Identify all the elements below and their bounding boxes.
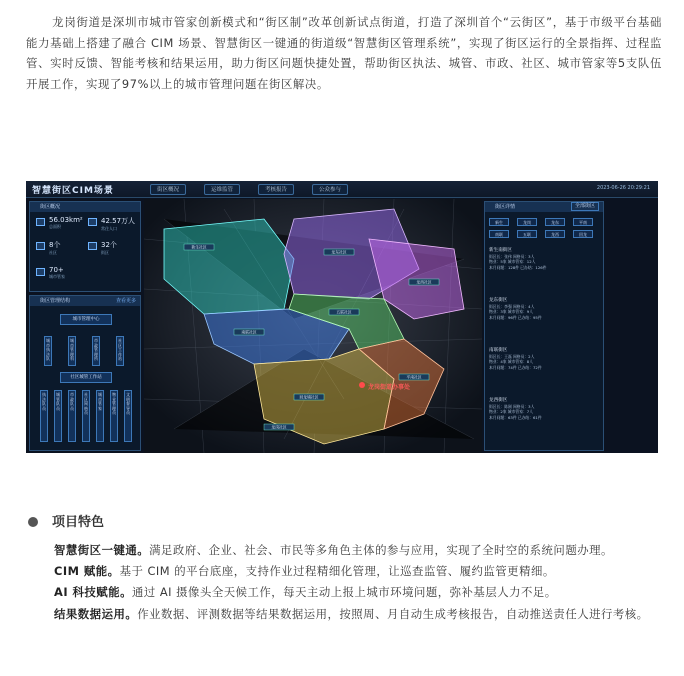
area-icon	[36, 218, 45, 226]
dashboard-tab-report: 考核报告	[258, 184, 294, 195]
district-button: 龙岗	[517, 218, 537, 226]
feature-title: CIM 赋能。	[54, 564, 120, 579]
org-dept-box: 市政管理所	[92, 336, 100, 366]
map-label-district: 龙西社区	[416, 279, 432, 285]
org-unit-box: 城市管家	[96, 390, 104, 442]
map-label-district: 龙岗社区	[271, 424, 287, 430]
district-entry: 龙东街区 街区长：李强 网格员：4人 物业：3家 城市管家：9人 本月问题：96件 已办结：95件	[489, 298, 542, 320]
population-icon	[88, 218, 97, 226]
org-workstation-box: 社区城管工作站	[60, 372, 112, 383]
dashboard-clock: 2023-06-26 20:29:21	[596, 185, 650, 191]
district-button: 回龙	[573, 230, 593, 238]
feature-title: 智慧街区一键通。	[54, 543, 150, 557]
stat-community: 8个 社区	[49, 241, 61, 255]
district-button: 新生	[489, 218, 509, 226]
marker-pin-icon	[359, 382, 365, 388]
stat-area: 56.03km² 总面积	[49, 216, 83, 229]
district-entry: 龙西街区 街区长：陈刚 网格员：3人 物业：2家 城市管家：7人 本月问题：63件 已办结：61件	[489, 398, 542, 420]
overview-panel	[29, 201, 141, 292]
org-unit-box: 城管队员	[54, 390, 62, 442]
feature-item	[26, 540, 662, 561]
feature-title: AI 科技赋能。	[54, 585, 132, 600]
feature-item	[26, 561, 662, 582]
dashboard-title: 智慧街区CIM场景	[32, 186, 114, 196]
org-unit-box: 物业管理员	[110, 390, 118, 442]
org-dept-box: 城市管理科	[68, 336, 76, 366]
feature-title: 结果数据运用。	[54, 606, 138, 621]
district-button: 五联	[517, 230, 537, 238]
dashboard-tab-overview: 街区概况	[150, 184, 186, 195]
org-panel-title: 街区管理结构 查看更多	[30, 296, 140, 306]
feature-text: 通过 AI 摄像头全天候工作，每天主动上报上城市环境问题，弥补基层人力不足。	[131, 585, 557, 600]
feature-text: 基于 CIM 的平台底座，支持作业过程精细化管理，让巡查监管、履约监管更精细。	[119, 564, 555, 579]
steward-icon	[36, 268, 45, 276]
district-button: 平南	[573, 218, 593, 226]
map-label-district: 新生社区	[191, 244, 207, 250]
district-button: 南联	[489, 230, 509, 238]
dashboard-header	[26, 181, 658, 198]
overview-panel-title: 街区概况	[30, 202, 140, 212]
map-label-district: 龙东社区	[331, 249, 347, 255]
details-filter: 全部街区	[571, 202, 599, 211]
district-button: 龙西	[545, 230, 565, 238]
feature-item	[26, 582, 662, 603]
bullet-dot-icon	[28, 517, 38, 527]
org-more-link: 查看更多	[115, 298, 136, 304]
marker-label: 龙岗街道办事处	[368, 384, 411, 391]
org-dept-box: 社区工作站	[116, 336, 124, 366]
org-dept-box: 城市执法队	[44, 336, 52, 366]
org-panel	[29, 295, 141, 451]
map-label-district: 回龙埔社区	[299, 394, 319, 400]
org-unit-box: 文明督导员	[124, 390, 132, 442]
intro-paragraph	[26, 12, 662, 94]
district-entry: 新生南街区 街区长：张伟 网格员：3人 物业：5家 城市管家：12人 本月问题：128件 已办结：126件	[489, 248, 547, 270]
feature-item	[26, 604, 662, 625]
district-entry: 南联街区 街区长：王磊 网格员：2人 物业：4家 城市管家：8人 本月问题：74件 已办结：72件	[489, 348, 542, 370]
district-map	[144, 199, 482, 453]
stat-blocks: 32个 街区	[101, 241, 117, 255]
org-center-box: 城市管理中心	[60, 314, 112, 325]
org-unit-box: 社区网格员	[82, 390, 90, 442]
feature-text: 满足政府、企业、社会、市民等多角色主体的参与应用，实现了全时空的系统问题办理。	[149, 543, 613, 557]
org-unit-box: 市政队员	[68, 390, 76, 442]
map-label-district: 五联社区	[336, 309, 352, 315]
details-panel-title: 街区详情 全部街区	[485, 202, 603, 212]
dashboard-tab-ops: 运维监管	[204, 184, 240, 195]
features-list	[26, 540, 662, 625]
details-panel	[484, 201, 604, 451]
stat-population: 42.57万人 常住人口	[101, 217, 136, 231]
stat-stewards: 70+ 城市管家	[49, 266, 65, 279]
feature-text: 作业数据、评测数据等结果数据运用，按照周、月自动生成考核报告，自动推送责任人进行考核。	[137, 606, 649, 621]
map-label-district: 南联社区	[241, 329, 257, 335]
block-icon	[88, 242, 97, 250]
dashboard-screenshot	[26, 181, 658, 453]
district-button: 龙东	[545, 218, 565, 226]
map-label-district: 平南社区	[406, 374, 422, 380]
features-heading: 项目特色	[28, 511, 104, 530]
community-icon	[36, 242, 45, 250]
dashboard-tab-public: 公众参与	[312, 184, 348, 195]
org-unit-box: 执法队员	[40, 390, 48, 442]
intro-text: 龙岗街道是深圳市城市管家创新模式和“街区制”改革创新试点街道，打造了深圳首个“云街区”，基于市级平台基础能力基础上搭建了融合 CIM 场景、智慧街区一键通的街道级“智慧街区管理系统”，实现了街区运行的全景指挥、过程监管、实时反馈、智能考核和结果运用，助力街区问题快捷处置，帮助街区执法、城管、市政、社区、城市管家等5支队伍开展工作，实现了97%以上的城市管理问题在街区解决。	[26, 15, 662, 91]
